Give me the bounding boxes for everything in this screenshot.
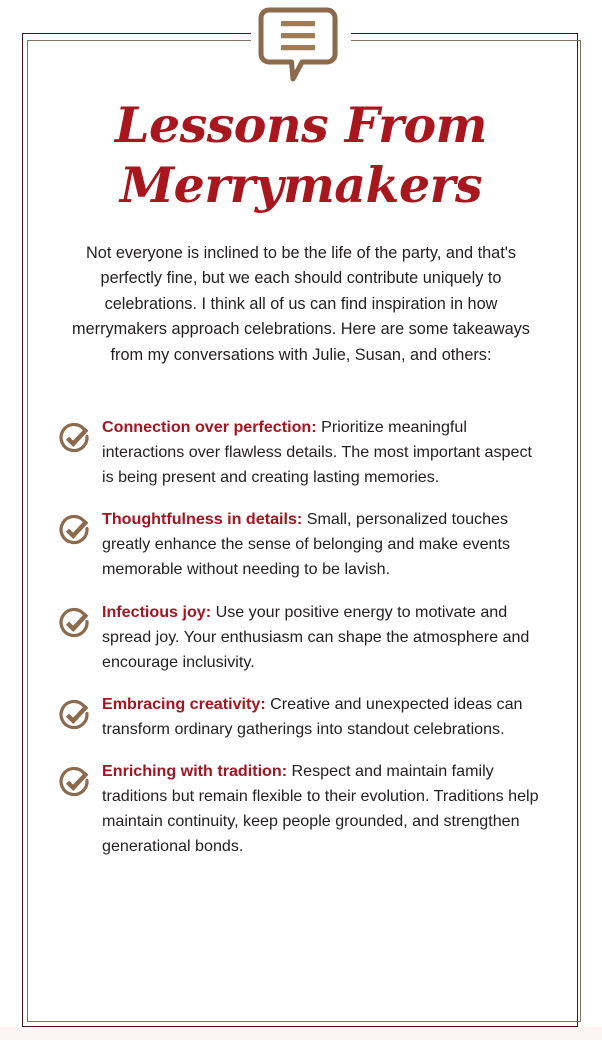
list-item-label: Connection over perfection:: [102, 418, 317, 436]
list-item-label: Enriching with tradition:: [102, 762, 288, 781]
check-circle-icon: [56, 600, 102, 642]
speech-bubble-icon: [251, 0, 351, 88]
list-item-body: Respect and maintain family traditions but remain flexible to their evolution. Traditions help maintain continuity, keep people grounded, and strengthen generational bonds.: [102, 762, 539, 856]
list-item-label: Embracing creativity:: [102, 694, 266, 713]
page-title: [0, 96, 602, 216]
list-item-body: Small, personalized touches greatly enhance the sense of belonging and make events memorable without needing to be lavish.: [102, 510, 510, 579]
check-circle-icon: [56, 415, 102, 457]
list-item: [56, 507, 548, 582]
list-item: [56, 415, 548, 490]
list-item: [56, 600, 548, 675]
list-item-text: [102, 600, 548, 675]
list-item: [56, 692, 548, 742]
list-item-body: Prioritize meaningful interactions over flawless details. The most important aspect is being present and creating lasting memories.: [102, 418, 532, 487]
page-title-line-1: Lessons From: [114, 96, 488, 154]
list-item-body: Creative and unexpected ideas can transform ordinary gatherings into standout celebrations.: [102, 694, 523, 738]
list-item-label: Thoughtfulness in details:: [102, 510, 303, 529]
check-circle-icon: [56, 507, 102, 549]
list-item-text: [102, 507, 548, 582]
bottom-tint-band: [0, 1027, 602, 1040]
list-item-text: [102, 759, 548, 859]
list-item-text: [102, 415, 548, 490]
page-title-line-2: Merrymakers: [119, 155, 483, 214]
list-item: [56, 759, 548, 859]
check-circle-icon: [56, 692, 102, 734]
takeaways-list: [56, 415, 548, 859]
list-item-body: Use your positive energy to motivate and spread joy. Your enthusiasm can shape the atmosphere and encourage inclusivity.: [102, 602, 530, 671]
speech-bubble-badge: [251, 0, 351, 88]
intro-paragraph: Not everyone is inclined to be the life of the party, and that's perfectly fine, but we each should contribute uniquely to celebrations. I think all of us can find inspiration in how merrymakers approach celebrations. Here are some takeaways from my conversations with Julie, Susan, and others:: [72, 244, 530, 364]
list-item-label: Infectious joy:: [102, 602, 212, 621]
list-item-text: [102, 692, 548, 742]
check-circle-icon: [56, 759, 102, 801]
